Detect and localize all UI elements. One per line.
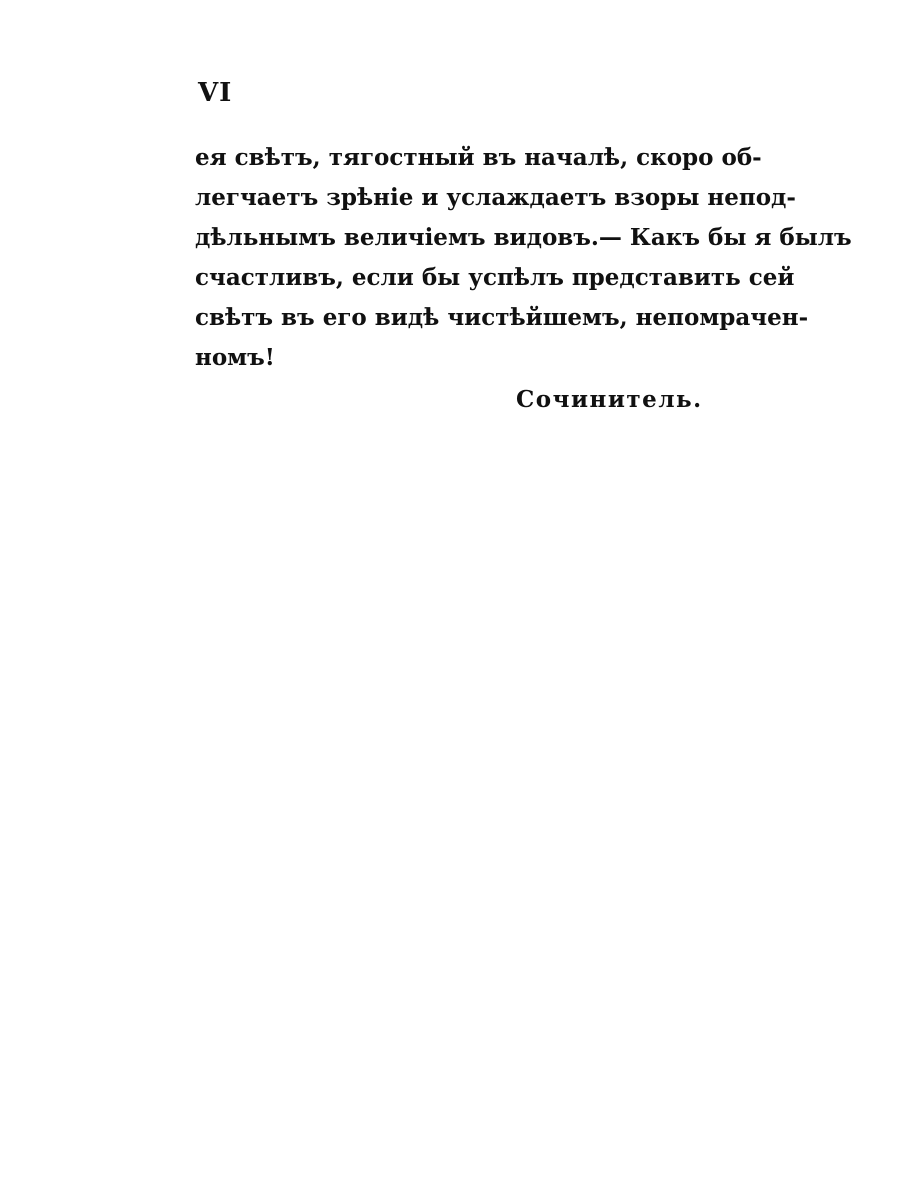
text-line: ея свѣтъ, тягостный въ началѣ, скоро об- [195,144,762,171]
text-line: дѣльнымъ величіемъ видовъ.— Какъ бы я былъ [195,224,852,251]
page-number: VI [198,78,233,108]
author-signature: Сочинитель. [516,386,703,413]
text-line: счастливъ, если бы успѣлъ представить сей [195,264,795,291]
text-line: легчаетъ зрѣніе и услаждаетъ взоры непод- [195,184,796,211]
text-line: свѣтъ въ его видѣ чистѣйшемъ, непомрачен- [195,304,809,331]
body-paragraph [195,138,852,378]
text-line: номъ! [195,344,275,371]
